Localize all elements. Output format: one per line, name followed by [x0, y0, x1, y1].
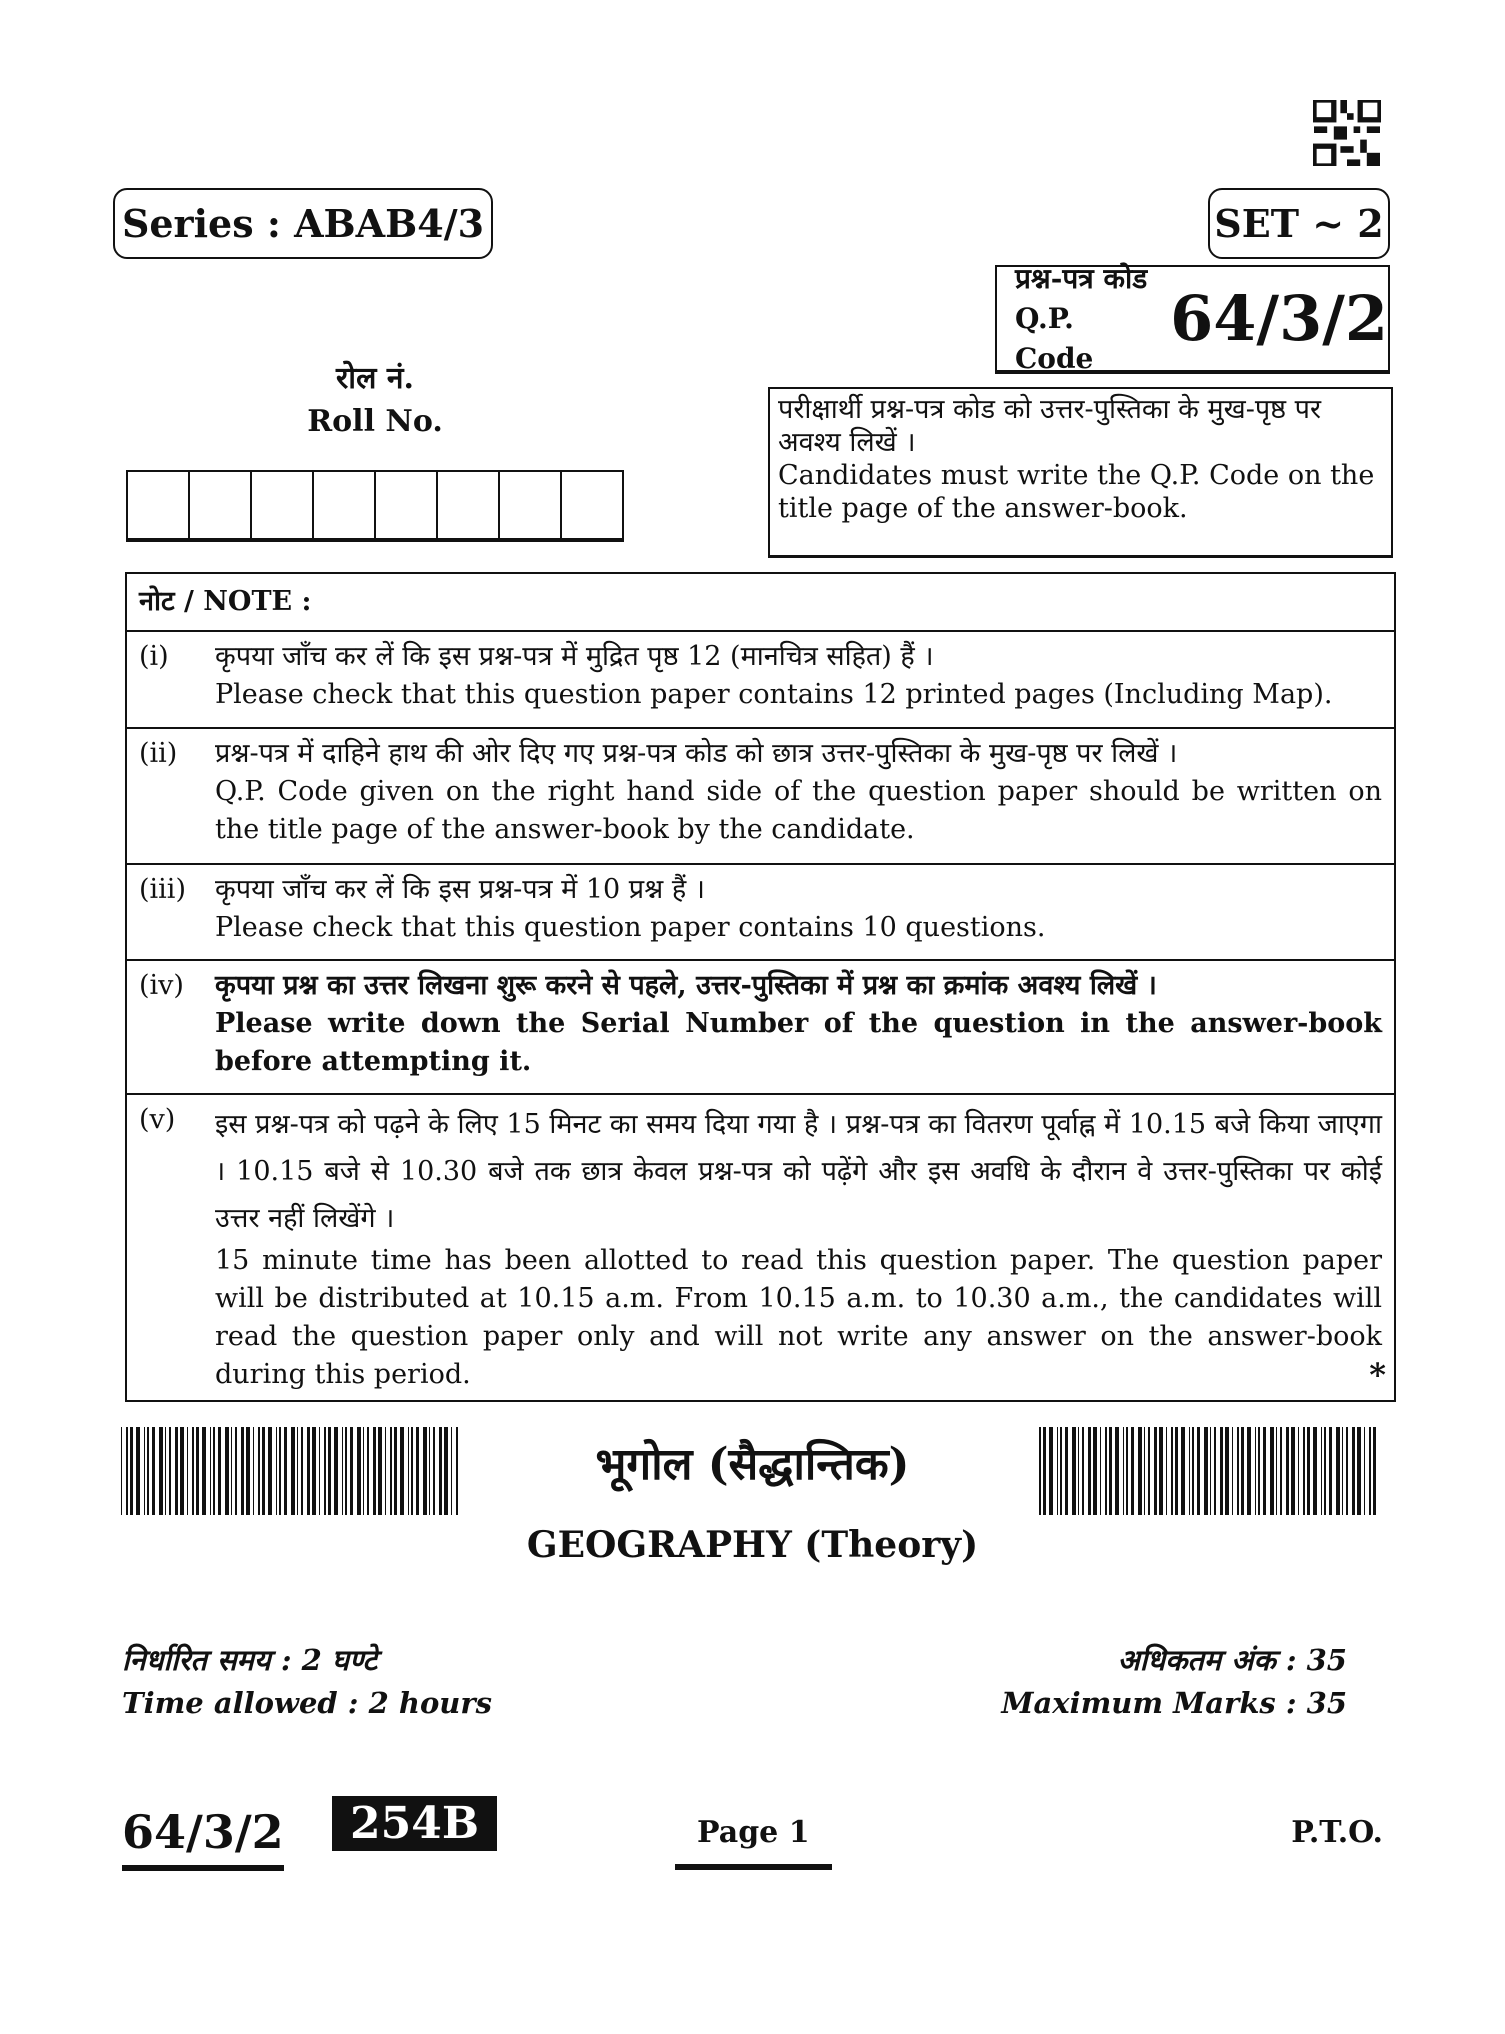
time-hindi: निर्धारित समय : 2 घण्टे	[122, 1643, 378, 1677]
note-hindi: कृपया जाँच कर लें कि इस प्रश्न-पत्र में 10 प्रश्न हैं ।	[215, 874, 705, 905]
note-hindi: कृपया जाँच कर लें कि इस प्रश्न-पत्र में मुद्रित पृष्ठ 12 (मानचित्र सहित) हैं ।	[215, 641, 934, 672]
note-item	[127, 727, 1394, 863]
note-english: Please check that this question paper contains 10 questions.	[215, 912, 1046, 943]
roll-box[interactable]	[190, 472, 252, 538]
roll-box[interactable]	[128, 472, 190, 538]
time-english: Time allowed : 2 hours	[122, 1686, 492, 1720]
asterisk-mark: *	[1369, 1356, 1386, 1394]
note-number: (iii)	[139, 874, 186, 905]
note-number: (v)	[139, 1104, 176, 1135]
set-badge: SET ~ 2	[1208, 188, 1390, 259]
marks-english: Maximum Marks : 35	[1001, 1686, 1347, 1720]
roll-box[interactable]	[252, 472, 314, 538]
note-title: नोट / NOTE :	[139, 586, 312, 617]
note-hindi: कृपया प्रश्न का उत्तर लिखना शुरू करने से पहले, उत्तर-पुस्तिका में प्रश्न का क्रमांक अवश्य लिखें ।	[215, 970, 1157, 1001]
roll-box[interactable]	[438, 472, 500, 538]
note-hindi: इस प्रश्न-पत्र को पढ़ने के लिए 15 मिनट का समय दिया गया है । प्रश्न-पत्र का वितरण पूर्वाह्न में 10.15 बजे किया जाएगा । 10.15 बजे से 10.30 बजे तक छात्र केवल प्रश्न-पत्र को पढ़ेंगे और इस अवधि के दौरान वे उत्तर-पुस्तिका पर कोई उत्तर नहीं लिखेंगे ।	[215, 1109, 1382, 1234]
footer-badge: 254B	[332, 1796, 497, 1851]
roll-label-english: Roll No.	[307, 404, 443, 439]
note-number: (ii)	[139, 738, 178, 769]
qp-code-box	[995, 261, 1390, 375]
roll-box[interactable]	[376, 472, 438, 538]
note-english: Q.P. Code given on the right hand side of the question paper should be written on the title page of the answer-book by the candidate.	[215, 776, 1382, 845]
note-number: (i)	[139, 641, 169, 672]
note-item	[127, 630, 1394, 727]
roll-box[interactable]	[500, 472, 562, 538]
note-item	[127, 959, 1394, 1093]
instruction-english: Candidates must write the Q.P. Code on the title page of the answer-book.	[778, 460, 1375, 524]
note-item	[127, 1093, 1394, 1400]
roll-box[interactable]	[314, 472, 376, 538]
qp-label-hindi: प्रश्न-पत्र कोड	[1015, 261, 1148, 295]
qp-instruction-box	[768, 387, 1393, 558]
note-english: Please write down the Serial Number of the question in the answer-book before attempting it.	[215, 1008, 1382, 1077]
subject-hindi: भूगोल (सैद्धान्तिक)	[595, 1439, 910, 1490]
qr-code-icon	[1313, 100, 1381, 166]
note-table	[125, 572, 1396, 1402]
roll-label-hindi: रोल नं.	[336, 361, 414, 396]
subject-english: GEOGRAPHY (Theory)	[526, 1524, 979, 1566]
roll-number-boxes[interactable]	[126, 470, 624, 542]
pto-label: P.T.O.	[1291, 1815, 1383, 1850]
page-number: Page 1	[675, 1815, 832, 1870]
note-hindi: प्रश्न-पत्र में दाहिने हाथ की ओर दिए गए प्रश्न-पत्र कोड को छात्र उत्तर-पुस्तिका के मुख-पृष्ठ पर लिखें ।	[215, 738, 1178, 769]
instruction-hindi: परीक्षार्थी प्रश्न-पत्र कोड को उत्तर-पुस्तिका के मुख-पृष्ठ पर अवश्य लिखें ।	[778, 394, 1322, 458]
qp-label-english: Q.P. Code	[1015, 301, 1094, 375]
series-badge: Series : ABAB4/3	[113, 188, 493, 259]
note-english: Please check that this question paper contains 12 printed pages (Including Map).	[215, 679, 1333, 710]
note-number: (iv)	[139, 970, 184, 1001]
roll-box[interactable]	[562, 472, 622, 538]
note-header	[127, 574, 1394, 630]
marks-hindi: अधिकतम अंक : 35	[1117, 1643, 1347, 1677]
footer-qp-code: 64/3/2	[122, 1805, 284, 1871]
note-item	[127, 863, 1394, 959]
note-english: 15 minute time has been allotted to read this question paper. The question paper will be distributed at 10.15 a.m. From 10.15 a.m. to 10.30 a.m., the candidates will read the question paper only and will not write any answer on the answer-book during this period.	[215, 1245, 1382, 1390]
qp-code: 64/3/2	[1170, 282, 1388, 355]
